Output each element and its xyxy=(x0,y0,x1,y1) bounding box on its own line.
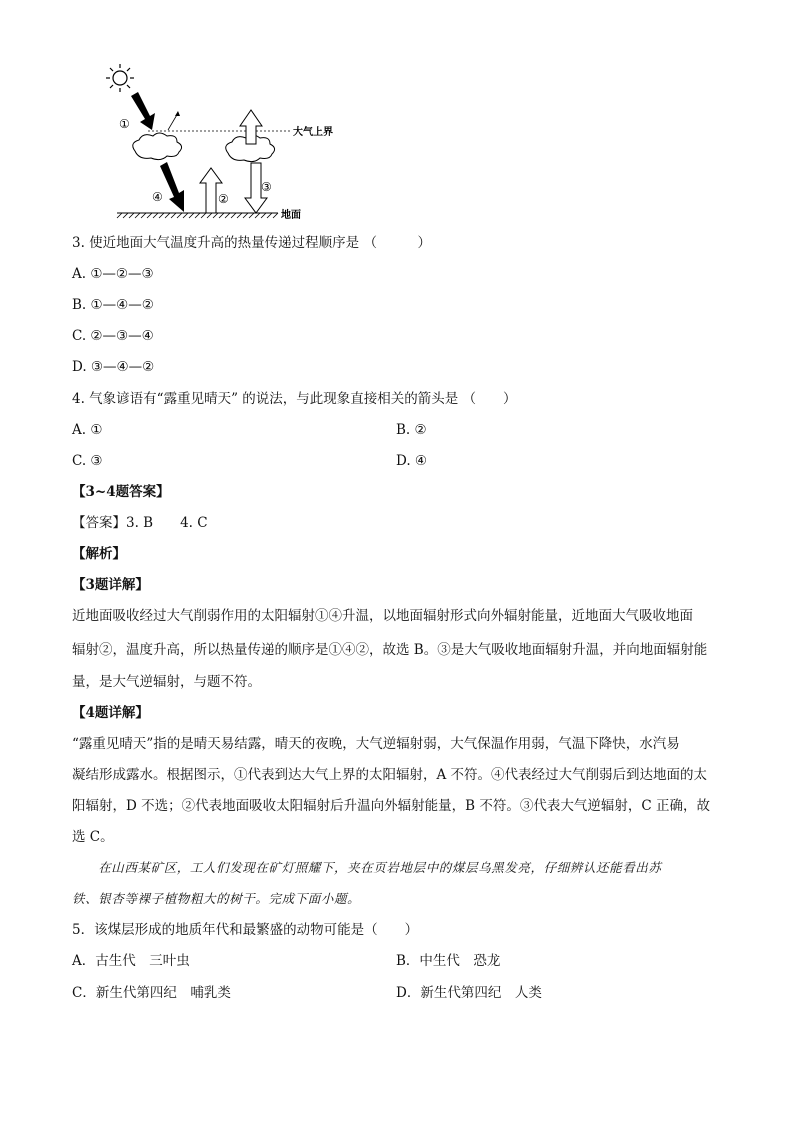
q4-detail-line: 凝结形成露水。根据图示，①代表到达大气上界的太阳辐射，A 不符。④代表经过大气削弱后到达地面的太 xyxy=(72,767,708,783)
arrow-4-label: ④ xyxy=(152,190,163,204)
q5-stem: 5．该煤层形成的地质年代和最繁盛的动物可能是（ ） xyxy=(72,922,419,938)
atmosphere-top-label: 大气上界 xyxy=(293,127,333,138)
q4-option-b: B. ② xyxy=(396,422,427,438)
q3-option-b: B. ①—④—② xyxy=(72,297,154,313)
arrow-2-label: ② xyxy=(218,192,229,206)
q3-option-a: A. ①—②—③ xyxy=(72,266,154,282)
q3-detail-line: 量，是大气逆辐射，与题不符。 xyxy=(72,674,261,690)
q3-option-c: C. ②—③—④ xyxy=(72,328,154,344)
q5-option-d: D．新生代第四纪 人类 xyxy=(396,985,542,1001)
ground-hatching xyxy=(117,213,278,218)
q4-detail-title: 【4题详解】 xyxy=(72,705,149,721)
q4-stem: 4. 气象谚语有“露重见晴天” 的说法，与此现象直接相关的箭头是 （ ） xyxy=(72,391,517,407)
q3-detail-line: 辐射②，温度升高，所以热量传递的顺序是①④②，故选 B。③是大气吸收地面辐射升温，并向地面辐射能 xyxy=(72,642,708,658)
q3-option-d: D. ③—④—② xyxy=(72,359,155,375)
passage-line: 铁、银杏等裸子植物粗大的树干。完成下面小题。 xyxy=(72,891,361,906)
q4-detail-line: “露重见晴天”指的是晴天易结露，晴天的夜晚，大气逆辐射弱，大气保温作用弱，气温下降快，水汽易 xyxy=(72,736,680,752)
q5-option-a: A．古生代 三叶虫 xyxy=(72,953,190,969)
q4-detail-line: 选 C。 xyxy=(72,829,114,845)
q4-option-c: C. ③ xyxy=(72,453,103,469)
arrow-1-solar-radiation xyxy=(131,92,155,130)
cloud-left xyxy=(133,133,182,160)
q4-option-a: A. ① xyxy=(72,422,103,438)
arrow-2-ground-radiation xyxy=(200,168,222,213)
atmosphere-radiation-diagram xyxy=(100,58,360,228)
analysis-title: 【解析】 xyxy=(72,546,126,562)
sun-icon xyxy=(106,64,134,92)
arrow-3-label: ③ xyxy=(261,180,272,194)
passage-line: 在山西某矿区，工人们发现在矿灯照耀下，夹在页岩地层中的煤层乌黑发亮，仔细辨认还能看出苏 xyxy=(72,860,662,875)
q4-option-d: D. ④ xyxy=(396,453,428,469)
q3-detail-title: 【3题详解】 xyxy=(72,577,149,593)
reflection-arrow xyxy=(168,111,180,130)
answer-section-title: 【3~4题答案】 xyxy=(72,484,170,500)
q3-stem: 3. 使近地面大气温度升高的热量传递过程顺序是 （ ） xyxy=(72,235,431,251)
q4-detail-line: 阳辐射，D 不选；②代表地面吸收太阳辐射后升温向外辐射能量，B 不符。③代表大气逆辐射，C 正确，故 xyxy=(72,798,710,814)
q5-option-c: C．新生代第四纪 哺乳类 xyxy=(72,985,231,1001)
arrow-1-label: ① xyxy=(119,117,130,131)
q5-option-b: B．中生代 恐龙 xyxy=(396,953,501,969)
arrow-4-solar-to-ground xyxy=(160,162,184,212)
ground-label: 地面 xyxy=(281,210,301,221)
q3-detail-line: 近地面吸收经过大气削弱作用的太阳辐射①④升温，以地面辐射形式向外辐射能量，近地面大气吸收地面 xyxy=(72,608,693,624)
answer-line: 【答案】3. B 4. C xyxy=(72,515,208,531)
